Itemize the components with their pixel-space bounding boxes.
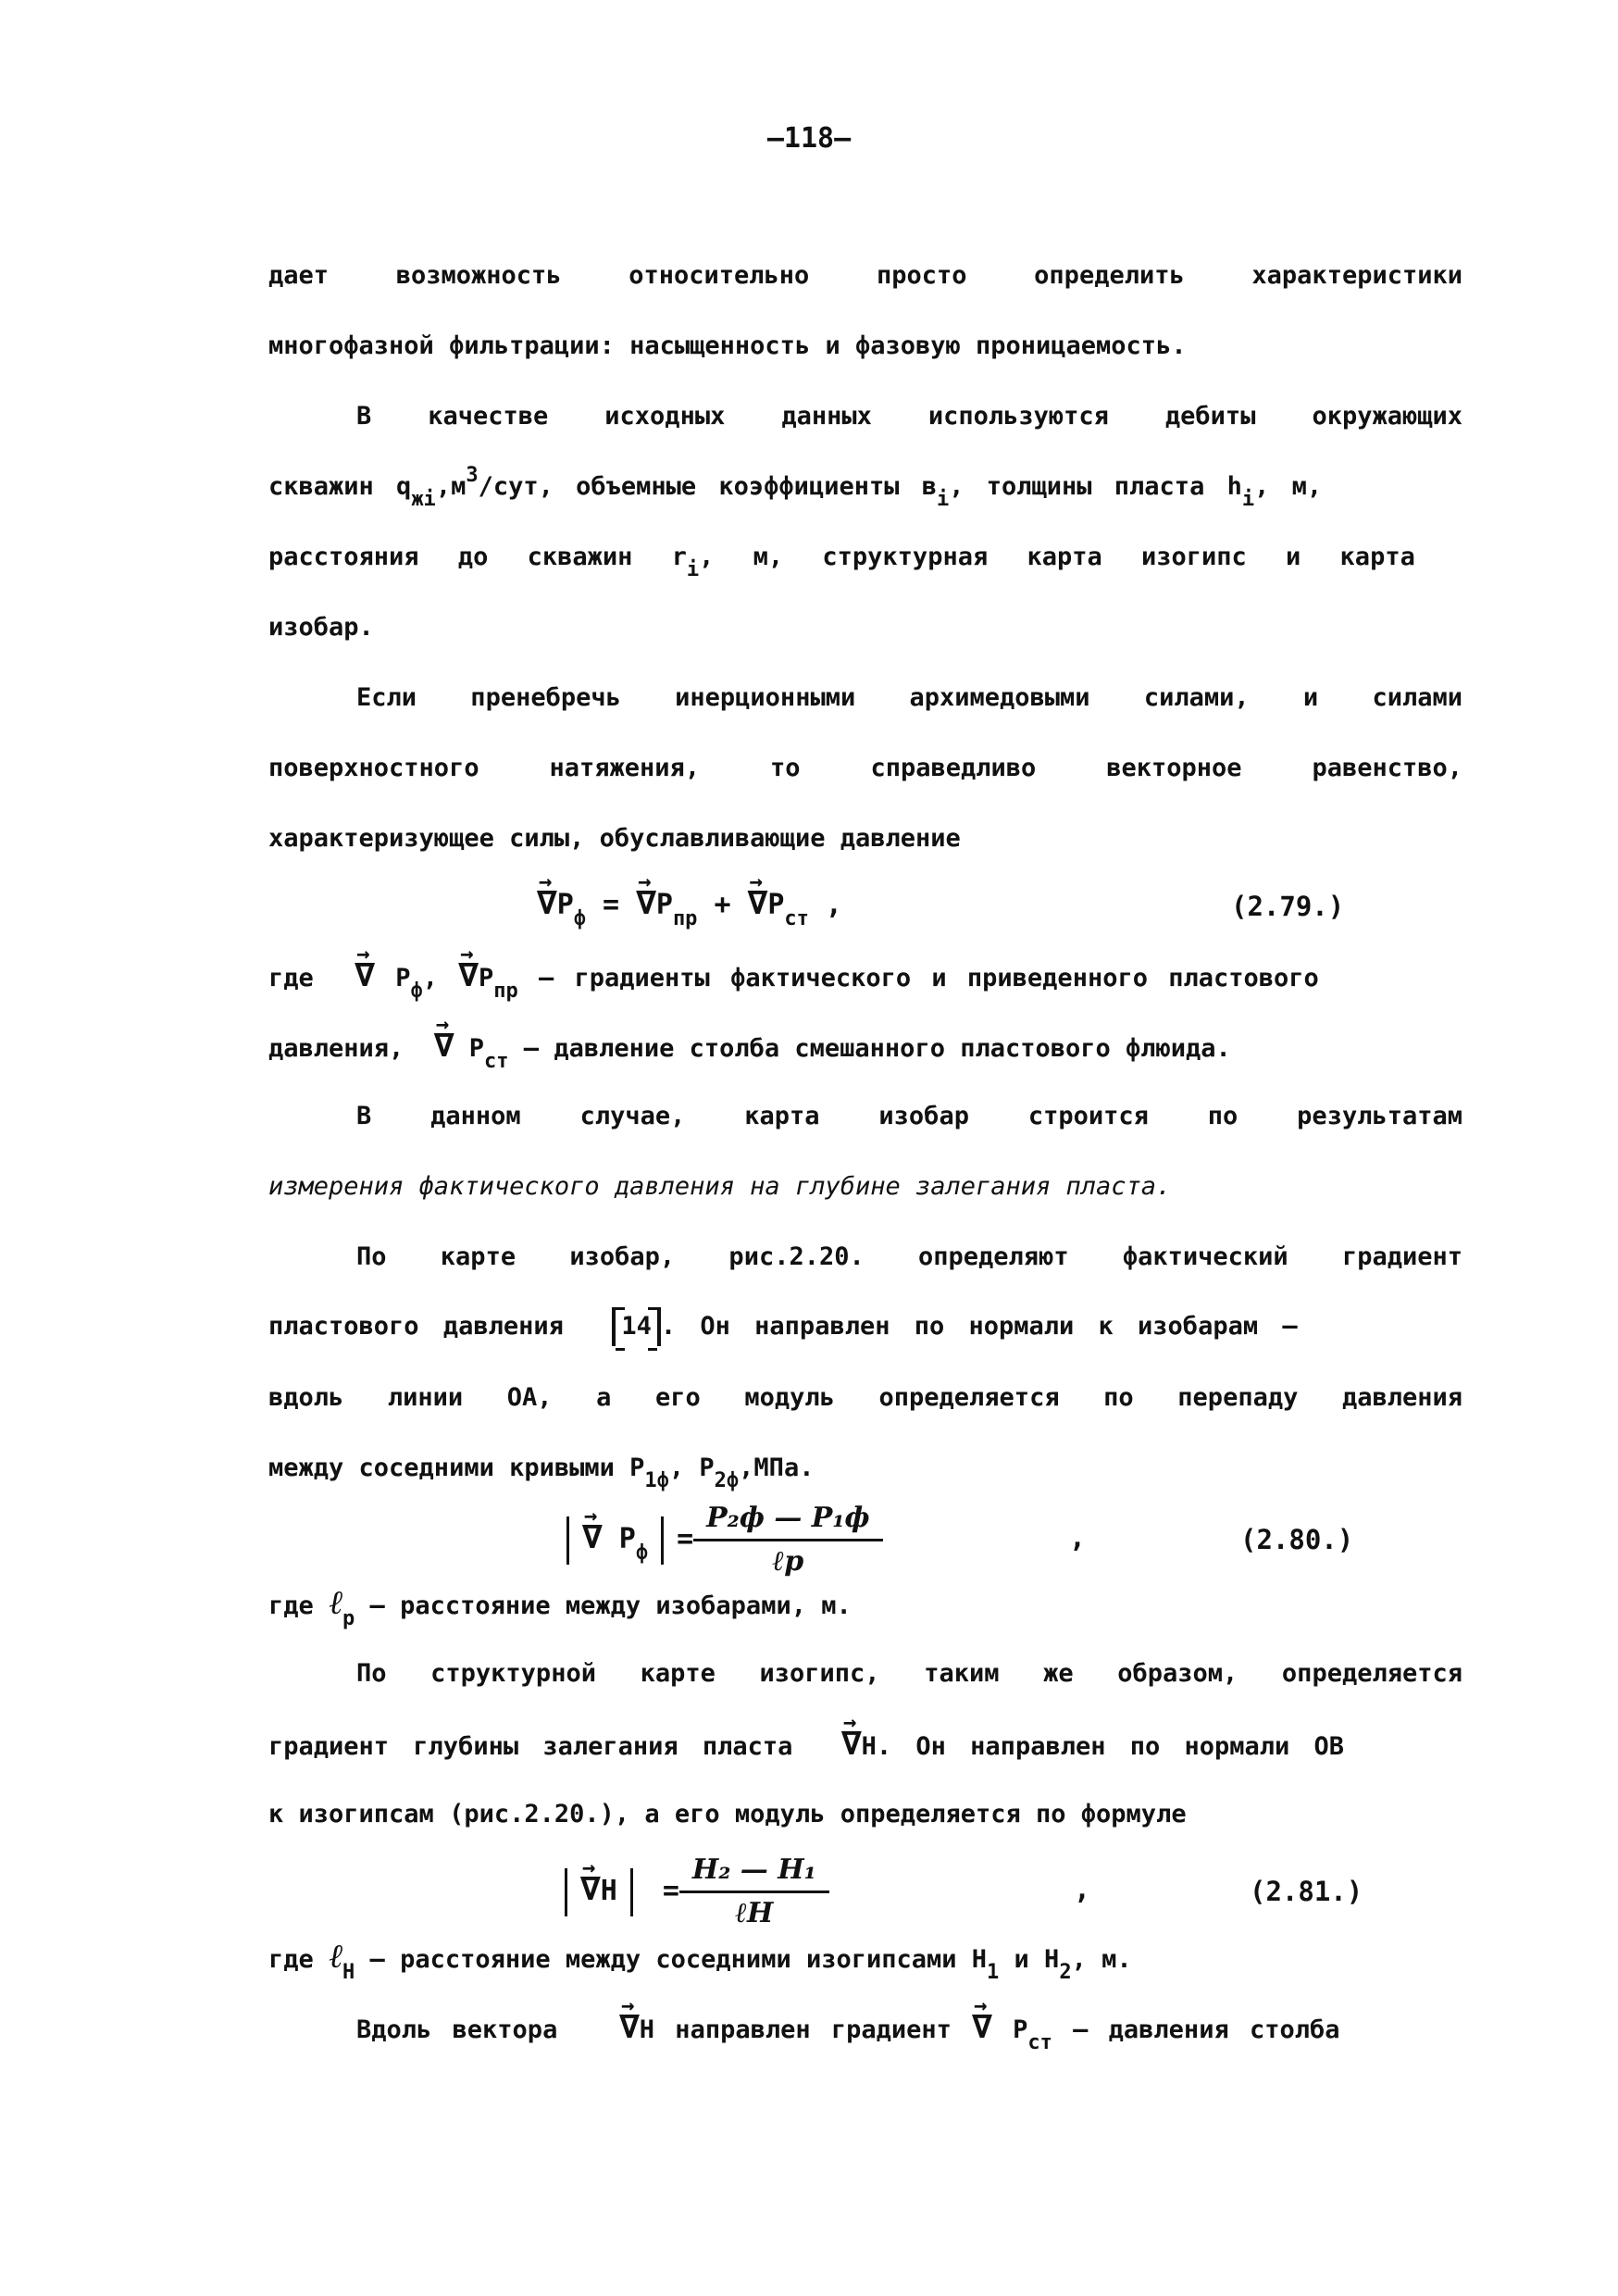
paragraph-start: В качестве исходных данных используются дебиты окружающих bbox=[356, 402, 1462, 430]
text-fragment: , толщины пласта h bbox=[949, 472, 1242, 501]
paragraph-start: По структурной карте изогипс, таким же образом, определяется bbox=[356, 1659, 1462, 1688]
text-fragment: ,м bbox=[435, 472, 467, 501]
subscript: пр bbox=[493, 980, 518, 1003]
text-line: вдоль линии ОА, а его модуль определяется по перепаду давления bbox=[268, 1383, 1462, 1412]
equation-2-79 bbox=[537, 884, 842, 930]
text-line: к изогипсам (рис.2.20.), а его модуль определяется по формуле bbox=[268, 1800, 1187, 1828]
eq-operator: = bbox=[586, 889, 637, 921]
subscript: жi bbox=[411, 488, 436, 511]
text-fragment: где bbox=[268, 1945, 314, 1974]
text-fragment: и H bbox=[999, 1945, 1060, 1974]
subscript: i bbox=[936, 488, 950, 511]
paragraph-start: Если пренебречь инерционными архимедовыми силами, и силами bbox=[356, 683, 1462, 712]
text-line bbox=[268, 1027, 1462, 1073]
equation-2-81 bbox=[552, 1852, 829, 1932]
text-fragment: где bbox=[268, 1591, 314, 1620]
text-fragment: P bbox=[478, 964, 494, 992]
text-line: изобар. bbox=[268, 613, 374, 642]
nabla-icon: → ∇ bbox=[972, 2009, 992, 2046]
text-fragment: – расстояние между изобарами, м. bbox=[355, 1591, 852, 1620]
eq-symbol: P bbox=[556, 889, 574, 921]
text-fragment: Вдоль вектора bbox=[356, 2015, 558, 2044]
subscript: p bbox=[342, 1607, 355, 1630]
eq-symbol: P bbox=[655, 889, 673, 921]
fraction-numerator: H₂ — H₁ bbox=[679, 1852, 829, 1893]
fraction-denominator: ℓp bbox=[772, 1545, 804, 1578]
abs-bar bbox=[565, 1868, 567, 1916]
text-fragment: где bbox=[268, 964, 314, 992]
subscript: i bbox=[686, 558, 700, 581]
text-line: измерения фактического давления на глубине залегания пласта. bbox=[268, 1172, 1172, 1201]
text-fragment: , м, bbox=[1254, 472, 1323, 501]
text-fragment: , м, структурная карта изогипс и карта bbox=[699, 543, 1415, 571]
eq-symbol: P bbox=[618, 1523, 636, 1555]
text-line bbox=[268, 1307, 1462, 1346]
eq-operator: = bbox=[662, 1875, 679, 1907]
text-fragment: P bbox=[1013, 2015, 1028, 2044]
equation-number: (2.80.) bbox=[1240, 1524, 1354, 1555]
paragraph-start: В данном случае, карта изобар строится по результатам bbox=[356, 1102, 1462, 1130]
nabla-icon: → ∇ bbox=[458, 957, 479, 994]
nabla-icon: → ∇ bbox=[748, 885, 768, 922]
ell-symbol: ℓ bbox=[329, 1584, 343, 1622]
text-line bbox=[268, 1726, 1462, 1766]
text-line bbox=[268, 539, 1462, 581]
eq-symbol: P bbox=[767, 889, 785, 921]
paragraph-start: По карте изобар, рис.2.20. определяют фактический градиент bbox=[356, 1242, 1462, 1271]
subscript: ф bbox=[573, 907, 586, 930]
abs-bar bbox=[630, 1868, 633, 1916]
abs-bar bbox=[566, 1516, 569, 1565]
subscript: 1 bbox=[987, 1961, 1000, 1984]
text-fragment: пластового давления bbox=[268, 1312, 564, 1341]
text-line: дает возможность относительно просто определить характеристики bbox=[268, 261, 1462, 290]
equation-number: (2.81.) bbox=[1250, 1876, 1363, 1907]
nabla-icon: → ∇ bbox=[841, 1726, 862, 1763]
subscript: ст bbox=[1027, 2031, 1052, 2054]
eq-punct: , bbox=[1069, 1522, 1087, 1554]
fraction-numerator: P₂ф — P₁ф bbox=[693, 1500, 882, 1541]
text-line bbox=[268, 464, 1462, 511]
text-fragment: – давление столба смешанного пластового флюида. bbox=[508, 1034, 1231, 1063]
subscript: ст bbox=[784, 907, 809, 930]
nabla-icon: → ∇ bbox=[582, 1519, 603, 1556]
nabla-icon: → ∇ bbox=[355, 957, 375, 994]
subscript: 1ф bbox=[644, 1469, 669, 1492]
eq-punct: , bbox=[808, 889, 842, 921]
text-fragment: , P bbox=[668, 1454, 715, 1482]
text-fragment: скважин q bbox=[268, 472, 412, 501]
text-fragment: , bbox=[422, 964, 439, 992]
text-line: характеризующее силы, обуславливающие давление bbox=[268, 824, 961, 853]
subscript: i bbox=[1241, 488, 1255, 511]
text-fragment: расстояния до скважин r bbox=[268, 543, 687, 571]
text-line bbox=[268, 1584, 1462, 1630]
subscript: 2 bbox=[1059, 1961, 1072, 1984]
subscript: ф bbox=[410, 980, 423, 1003]
text-fragment: между соседними кривыми P bbox=[268, 1454, 645, 1482]
eq-operator: = bbox=[677, 1523, 694, 1555]
subscript: ст bbox=[484, 1050, 509, 1073]
text-fragment: – расстояние между соседними изогипсами H bbox=[355, 1945, 988, 1974]
superscript: 3 bbox=[466, 464, 479, 487]
ell-symbol: ℓ bbox=[329, 1938, 343, 1976]
text-fragment: P bbox=[468, 1034, 485, 1063]
text-fragment: давления, bbox=[268, 1034, 404, 1063]
nabla-icon: → ∇ bbox=[636, 885, 656, 922]
text-fragment: H. Он направлен по нормали ОВ bbox=[861, 1732, 1345, 1761]
text-fragment: H направлен градиент bbox=[639, 2015, 952, 2044]
text-fragment: P bbox=[395, 964, 411, 992]
text-fragment: ,МПа. bbox=[739, 1454, 815, 1482]
fraction-denominator: ℓH bbox=[735, 1897, 774, 1929]
paragraph-start bbox=[356, 2008, 1462, 2054]
subscript: ф bbox=[635, 1541, 649, 1565]
text-line: многофазной фильтрации: насыщенность и фазовую проницаемость. bbox=[268, 331, 1187, 360]
text-line bbox=[268, 1938, 1462, 1984]
text-line bbox=[268, 956, 1462, 1003]
text-line: поверхностного натяжения, то справедливо векторное равенство, bbox=[268, 754, 1462, 782]
text-fragment: – градиенты фактического и приведенного пластового bbox=[517, 964, 1319, 992]
text-fragment: . Он направлен по нормали к изобарам – bbox=[660, 1312, 1298, 1341]
equation-2-80 bbox=[554, 1500, 883, 1580]
nabla-icon: → ∇ bbox=[434, 1028, 454, 1065]
nabla-icon: → ∇ bbox=[537, 885, 557, 922]
abs-bar bbox=[661, 1516, 664, 1565]
text-fragment: /сут, объемные коэффициенты в bbox=[478, 472, 937, 501]
fraction bbox=[693, 1500, 882, 1580]
page-number: —118— bbox=[766, 122, 852, 155]
subscript: 2ф bbox=[714, 1469, 740, 1492]
text-fragment: , м. bbox=[1071, 1945, 1132, 1974]
eq-symbol: H bbox=[600, 1875, 617, 1907]
nabla-icon: → ∇ bbox=[580, 1871, 601, 1908]
equation-number: (2.79.) bbox=[1231, 891, 1345, 922]
eq-operator: + bbox=[697, 889, 748, 921]
nabla-icon: → ∇ bbox=[619, 2009, 640, 2046]
citation-reference: 14 bbox=[612, 1307, 661, 1346]
text-fragment: градиент глубины залегания пласта bbox=[268, 1732, 793, 1761]
text-fragment: – давления столба bbox=[1052, 2015, 1340, 2044]
subscript: пр bbox=[672, 907, 698, 930]
fraction bbox=[679, 1852, 829, 1932]
text-line bbox=[268, 1450, 1462, 1492]
eq-punct: , bbox=[1074, 1874, 1091, 1906]
subscript: H bbox=[342, 1961, 355, 1984]
